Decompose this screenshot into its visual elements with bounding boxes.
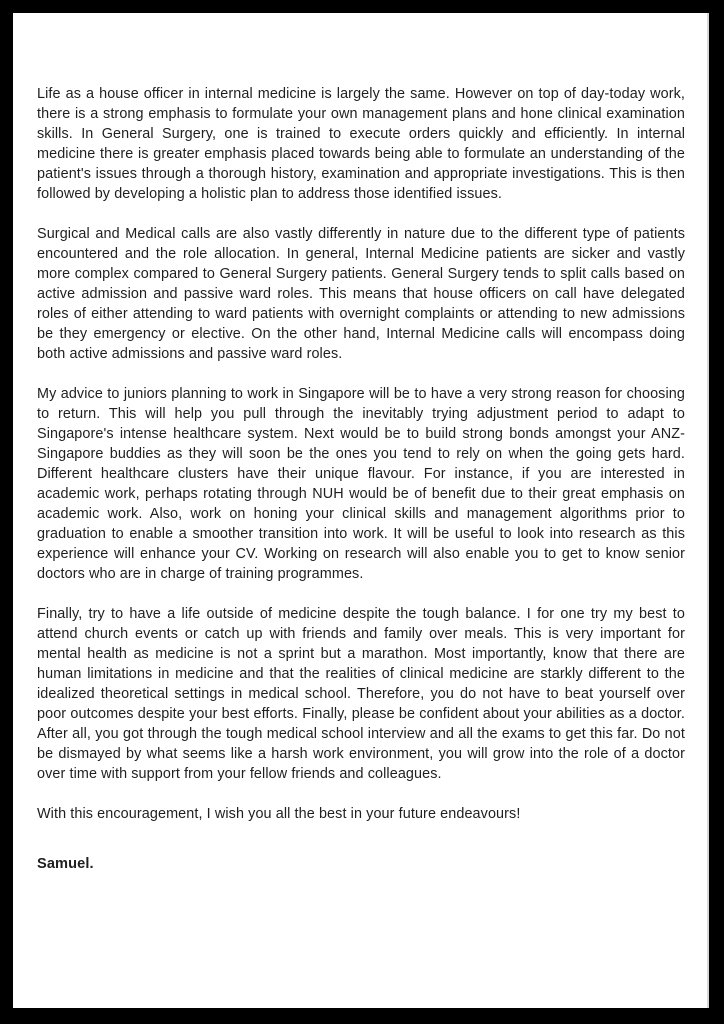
paragraph-advice-to-juniors: My advice to juniors planning to work in Singapore will be to have a very strong reason for choosing to return. This will help you pull through the inevitably trying adjustment period to adapt to Singapore's intense healthcare system. Next would be to build strong bonds amongst your ANZ-Singapore buddies as they will soon be the ones you tend to rely on when the going gets hard. Different healthcare clusters have their unique flavour. For instance, if you are interested in academic work, perhaps rotating through NUH would be of benefit due to their great emphasis on academic work. Also, work on honing your clinical skills and management algorithms prior to graduation to enable a smoother transition into work. It will be useful to look into research as this experience will enhance your CV. Working on research will also enable you to get to know senior doctors who are in charge of training programmes. (37, 386, 685, 582)
signature: Samuel. (37, 856, 94, 872)
document-body (37, 84, 685, 874)
paragraph-life-outside-medicine: Finally, try to have a life outside of medicine despite the tough balance. I for one try my best to attend church events or catch up with friends and family over meals. This is very important for mental health as medicine is not a sprint but a marathon. Most importantly, know that there are human limitations in medicine and that the realities of clinical medicine are starkly different to the idealized theoretical settings in medical school. Therefore, you do not have to beat yourself over poor outcomes despite your best efforts. Finally, please be confident about your abilities as a doctor. After all, you got through the tough medical school interview and all the exams to get this far. Do not be dismayed by what seems like a harsh work environment, you will grow into the role of a doctor over time with support from your fellow friends and colleagues. (37, 606, 685, 782)
document-page (13, 13, 709, 1008)
paragraph-surgical-medical-calls: Surgical and Medical calls are also vastly differently in nature due to the different type of patients encountered and the role allocation. In general, Internal Medicine patients are sicker and vastly more complex compared to General Surgery patients. General Surgery tends to split calls based on active admission and passive ward roles. This means that house officers on call have delegated roles of either attending to ward patients with overnight complaints or attending to new admissions be they emergency or elective. On the other hand, Internal Medicine calls will encompass doing both active admissions and passive ward roles. (37, 226, 685, 362)
paragraph-closing-encouragement: With this encouragement, I wish you all the best in your future endeavours! (37, 806, 521, 822)
paragraph-internal-medicine-life: Life as a house officer in internal medicine is largely the same. However on top of day-today work, there is a strong emphasis to formulate your own management plans and hone clinical examination skills. In General Surgery, one is trained to execute orders quickly and efficiently. In internal medicine there is greater emphasis placed towards being able to formulate an understanding of the patient's issues through a thorough history, examination and appropriate investigations. This is then followed by developing a holistic plan to address those identified issues. (37, 86, 685, 202)
